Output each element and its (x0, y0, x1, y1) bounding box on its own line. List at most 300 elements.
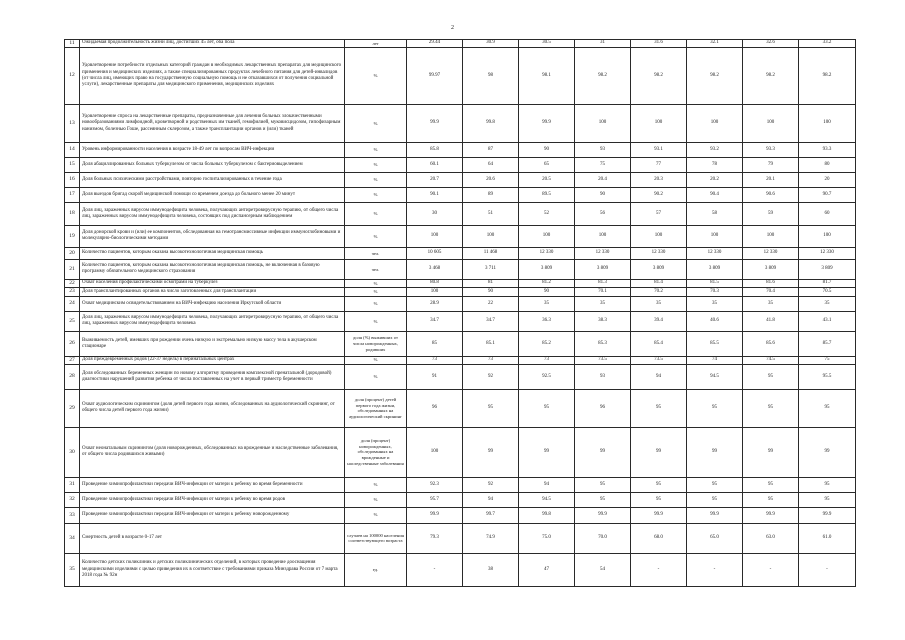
value-cell: 73.5 (575, 356, 631, 364)
value-cell: 29.44 (407, 40, 463, 48)
value-cell: 98.2 (631, 47, 687, 104)
value-cell: 100 (799, 225, 856, 247)
value-cell: 59 (743, 202, 799, 225)
value-cell: 100 (687, 104, 743, 142)
value-cell: 95 (799, 492, 856, 507)
value-cell: 95.5 (799, 364, 856, 389)
value-cell: 95 (687, 477, 743, 492)
value-cell: 96 (575, 389, 631, 427)
value-cell: 70.4 (743, 287, 799, 296)
indicator-description: Количество пациентов, которым оказана высокотехнологичная медицинская помощь (80, 247, 345, 259)
row-number: 29 (65, 389, 80, 427)
unit-cell: % (345, 225, 407, 247)
unit-cell: % (345, 279, 407, 287)
value-cell: - (743, 553, 799, 586)
value-cell: 87 (463, 142, 519, 157)
table-row (65, 356, 856, 364)
value-cell: - (631, 553, 687, 586)
unit-cell: чел. (345, 259, 407, 279)
value-cell: 98.2 (575, 47, 631, 104)
value-cell: 20.3 (631, 172, 687, 187)
row-number: 22 (65, 279, 80, 287)
value-cell: 95 (687, 389, 743, 427)
value-cell: 75.0 (519, 523, 575, 553)
value-cell: 100 (463, 225, 519, 247)
value-cell: 100 (687, 225, 743, 247)
value-cell: 100 (575, 104, 631, 142)
table-row (65, 553, 856, 586)
value-cell: 68.0 (631, 523, 687, 553)
value-cell: 22 (463, 296, 519, 311)
value-cell: 100 (407, 287, 463, 296)
value-cell: 58 (687, 202, 743, 225)
value-cell: 63.0 (743, 523, 799, 553)
indicator-description: Охват аудиологическим скринингом (доля детей первого года жизни, обследованных на аудиологический скрининг, от общего числа детей первого года жизни) (80, 389, 345, 427)
value-cell: 3 809 (743, 259, 799, 279)
value-cell: 95 (631, 492, 687, 507)
value-cell: 81.3 (575, 279, 631, 287)
value-cell: 3 809 (631, 259, 687, 279)
indicator-description: Доля трансплантированных органов на число заготовленных для трансплантации (80, 287, 345, 296)
row-number: 11 (65, 40, 80, 48)
value-cell: 99.9 (575, 507, 631, 523)
row-number: 25 (65, 311, 80, 331)
value-cell: 81.4 (631, 279, 687, 287)
value-cell: 12 330 (575, 247, 631, 259)
unit-cell: случаев на 100000 населения соответствующего возраста (345, 523, 407, 553)
value-cell: 3 809 (519, 259, 575, 279)
value-cell: 95 (575, 492, 631, 507)
value-cell: 34.7 (463, 311, 519, 331)
page-number: 2 (451, 25, 454, 31)
value-cell: 81.7 (799, 279, 856, 287)
value-cell: 90 (519, 142, 575, 157)
value-cell: 95 (743, 492, 799, 507)
value-cell: - (799, 553, 856, 586)
row-number: 16 (65, 172, 80, 187)
value-cell: 90 (463, 287, 519, 296)
value-cell: 74 (687, 356, 743, 364)
value-cell: 34.7 (407, 311, 463, 331)
value-cell: 30.9 (463, 40, 519, 48)
value-cell: 78 (687, 157, 743, 172)
value-cell: 31 (575, 40, 631, 48)
value-cell: 35 (519, 296, 575, 311)
row-number: 19 (65, 225, 80, 247)
value-cell: 99 (519, 427, 575, 477)
value-cell: 47 (519, 553, 575, 586)
unit-cell: % (345, 287, 407, 296)
value-cell: 20.5 (519, 172, 575, 187)
value-cell: 85.4 (631, 331, 687, 356)
indicator-description: Охват неонатальным скринингом (доля новорожденных, обследованных на врожденные и наследственные заболевания, от общего числа родившихся живыми) (80, 427, 345, 477)
value-cell: 79.3 (407, 523, 463, 553)
value-cell: 35 (743, 296, 799, 311)
value-cell: 81 (463, 279, 519, 287)
table-row (65, 247, 856, 259)
value-cell: 93.3 (799, 142, 856, 157)
value-cell: 99 (463, 427, 519, 477)
value-cell: 56 (575, 202, 631, 225)
value-cell: 65 (519, 157, 575, 172)
row-number: 32 (65, 492, 80, 507)
value-cell: 93.1 (631, 142, 687, 157)
indicator-description: Доля лиц, зараженных вирусом иммунодефицита человека, получающих антиретровирусную терапию, от общего числа лиц, зараженных вирусом иммунодефицита человека, состоящих под диспансерным наблюдением (80, 202, 345, 225)
value-cell: 20.1 (743, 172, 799, 187)
value-cell: 38 (463, 553, 519, 586)
value-cell: 99.8 (463, 104, 519, 142)
value-cell: 98 (463, 47, 519, 104)
value-cell: 94 (463, 492, 519, 507)
value-cell: 12 330 (687, 247, 743, 259)
unit-cell: % (345, 172, 407, 187)
indicator-description: Проведение химиопрофилактики передачи ВИЧ-инфекции от матери к ребенку новорожденному (80, 507, 345, 523)
value-cell: 70.2 (631, 287, 687, 296)
value-cell: 73 (407, 356, 463, 364)
value-cell: 99.9 (743, 507, 799, 523)
value-cell: 95 (799, 389, 856, 427)
value-cell: 40.6 (687, 311, 743, 331)
value-cell: 11 468 (463, 247, 519, 259)
value-cell: 65.0 (687, 523, 743, 553)
value-cell: 100 (743, 225, 799, 247)
value-cell: 95 (631, 389, 687, 427)
value-cell: 85.1 (463, 331, 519, 356)
row-number: 15 (65, 157, 80, 172)
value-cell: - (687, 553, 743, 586)
value-cell: 30.5 (519, 40, 575, 48)
value-cell: 100 (519, 225, 575, 247)
indicator-description: Доля донорской крови и (или) ее компонентов, обследованная на гемотрансмиссивные инфекции иммуноглобиновыми и молекулярно-биологическими методами (80, 225, 345, 247)
value-cell: 60.1 (407, 157, 463, 172)
value-cell: 95 (799, 477, 856, 492)
value-cell: 99.9 (799, 507, 856, 523)
indicator-description: Смертность детей в возрасте 0-17 лет (80, 523, 345, 553)
table-row (65, 104, 856, 142)
value-cell: 12 330 (799, 247, 856, 259)
value-cell: 95 (743, 477, 799, 492)
value-cell: 12 330 (519, 247, 575, 259)
value-cell: 89 (463, 187, 519, 202)
value-cell: 100 (799, 104, 856, 142)
unit-cell: % (345, 104, 407, 142)
value-cell: 70.3 (687, 287, 743, 296)
value-cell: 70.1 (575, 287, 631, 296)
value-cell: 99 (575, 427, 631, 477)
value-cell: 31.6 (631, 40, 687, 48)
table-row (65, 47, 856, 104)
unit-cell: % (345, 187, 407, 202)
value-cell: 98.2 (687, 47, 743, 104)
value-cell: 90.2 (631, 187, 687, 202)
value-cell: 70.0 (575, 523, 631, 553)
value-cell: 100 (631, 104, 687, 142)
indicator-description: Доля абациллированных больных туберкулезом от числа больных туберкулезом с бактериовыделением (80, 157, 345, 172)
unit-cell: % (345, 157, 407, 172)
value-cell: 92.5 (519, 364, 575, 389)
value-cell: 20.7 (407, 172, 463, 187)
value-cell: 61.0 (799, 523, 856, 553)
indicators-table (64, 39, 856, 587)
value-cell: 81.6 (743, 279, 799, 287)
indicator-description: Доля лиц, зараженных вирусом иммунодефицита человека, получающих антиретровирусную терапию, от общего числа лиц, зараженных вирусом иммунодефицита человека (80, 311, 345, 331)
value-cell: 77 (631, 157, 687, 172)
value-cell: 95 (687, 492, 743, 507)
value-cell: 35 (575, 296, 631, 311)
indicator-description: Охват медицинским освидетельствованием на ВИЧ-инфекцию населения Иркутской области (80, 296, 345, 311)
row-number: 28 (65, 364, 80, 389)
row-number: 30 (65, 427, 80, 477)
row-number: 26 (65, 331, 80, 356)
value-cell: 85.2 (519, 331, 575, 356)
value-cell: 100 (631, 225, 687, 247)
row-number: 35 (65, 553, 80, 586)
value-cell: 10 605 (407, 247, 463, 259)
table-row (65, 40, 856, 48)
value-cell: 20.6 (463, 172, 519, 187)
table-row (65, 259, 856, 279)
value-cell: 60 (799, 202, 856, 225)
value-cell: 70.5 (799, 287, 856, 296)
value-cell: 94 (519, 477, 575, 492)
value-cell: 98.2 (799, 47, 856, 104)
value-cell: 94.5 (519, 492, 575, 507)
value-cell: 95.7 (407, 492, 463, 507)
table-row (65, 142, 856, 157)
value-cell: 85 (407, 331, 463, 356)
unit-cell: % (345, 142, 407, 157)
value-cell: 41.8 (743, 311, 799, 331)
indicator-description: Ожидаемая продолжительность жизни лиц, достигших 45 лет, оба пола (80, 40, 345, 48)
value-cell: 90.7 (799, 187, 856, 202)
table-row (65, 331, 856, 356)
indicator-description: Доля обследованных беременных женщин по новому алгоритму проведения комплексной пренатальной (дородовой) диагностики нарушений развития ребенка от числа поставленных на учет в первый триместр беременности (80, 364, 345, 389)
unit-cell: доля (процент) новорожденных, обследованных на врожденные и наследственные заболевания (345, 427, 407, 477)
unit-cell: % (345, 311, 407, 331)
value-cell: 90.1 (407, 187, 463, 202)
table-row (65, 296, 856, 311)
value-cell: 3 809 (575, 259, 631, 279)
value-cell: 99.9 (407, 507, 463, 523)
value-cell: 100 (575, 225, 631, 247)
value-cell: 99.7 (463, 507, 519, 523)
value-cell: 100 (407, 225, 463, 247)
row-number: 12 (65, 47, 80, 104)
value-cell: 91 (407, 364, 463, 389)
table-row (65, 202, 856, 225)
value-cell: 35 (631, 296, 687, 311)
value-cell: 95 (463, 389, 519, 427)
value-cell: 99 (743, 427, 799, 477)
row-number: 34 (65, 523, 80, 553)
table-row (65, 157, 856, 172)
unit-cell: доля (%) выживших от числа новорожденных, родивших (345, 331, 407, 356)
value-cell: 85.8 (407, 142, 463, 157)
value-cell: 28.9 (407, 296, 463, 311)
value-cell: 52 (519, 202, 575, 225)
value-cell: 75 (575, 157, 631, 172)
unit-cell: доля (процент) детей первого года жизни, обследованных на аудиологический скрининг (345, 389, 407, 427)
value-cell: 99 (631, 427, 687, 477)
value-cell: 75 (799, 356, 856, 364)
value-cell: 79 (743, 157, 799, 172)
indicator-description: Уровень информированности населения в возрасте 18-49 лет по вопросам ВИЧ-инфекции (80, 142, 345, 157)
indicator-description: Количество пациентов, которым оказана высокотехнологичная медицинская помощь, не включенная в базовую программу обязательного медицинского страхования (80, 259, 345, 279)
unit-cell: лет (345, 40, 407, 48)
indicator-description: Проведение химиопрофилактики передачи ВИЧ-инфекции от матери к ребенку во время беременности (80, 477, 345, 492)
value-cell: 43.1 (799, 311, 856, 331)
value-cell: 99.9 (407, 104, 463, 142)
value-cell: 93.2 (687, 142, 743, 157)
value-cell: 92 (463, 477, 519, 492)
table-row (65, 523, 856, 553)
row-number: 18 (65, 202, 80, 225)
unit-cell: % (345, 356, 407, 364)
table-row (65, 364, 856, 389)
value-cell: 3 809 (687, 259, 743, 279)
value-cell: 30 (407, 202, 463, 225)
value-cell: 99.9 (631, 507, 687, 523)
value-cell: 12 330 (631, 247, 687, 259)
value-cell: 94.5 (687, 364, 743, 389)
value-cell: 94 (631, 364, 687, 389)
value-cell: 85.5 (687, 331, 743, 356)
value-cell: 3 711 (463, 259, 519, 279)
indicator-description: Удовлетворение спроса на лекарственные препараты, предназначенные для лечения больных злокачественными новообразованиями лимфоидной, кроветворной и родственных им тканей, гемофилией, муковисцидозом, гипофизарным нанизмом, болезнью Гоше, рассеянным склерозом, а также трансплантации органов и (или) тканей (80, 104, 345, 142)
value-cell: 85.7 (799, 331, 856, 356)
value-cell: 90 (519, 287, 575, 296)
value-cell: 12 330 (743, 247, 799, 259)
value-cell: 80.8 (407, 279, 463, 287)
row-number: 31 (65, 477, 80, 492)
value-cell: 32.1 (687, 40, 743, 48)
value-cell: 95 (519, 389, 575, 427)
value-cell: 80 (799, 157, 856, 172)
value-cell: 100 (407, 427, 463, 477)
table-row (65, 477, 856, 492)
row-number: 21 (65, 259, 80, 279)
value-cell: 95 (743, 389, 799, 427)
value-cell: 96 (407, 389, 463, 427)
value-cell: 90.6 (743, 187, 799, 202)
value-cell: 92.3 (407, 477, 463, 492)
unit-cell: ед. (345, 553, 407, 586)
unit-cell: % (345, 492, 407, 507)
table-row (65, 311, 856, 331)
row-number: 17 (65, 187, 80, 202)
indicator-description: Проведение химиопрофилактики передачи ВИЧ-инфекции от матери к ребенку во время родов (80, 492, 345, 507)
table-row (65, 187, 856, 202)
unit-cell: чел. (345, 247, 407, 259)
value-cell: 89.5 (519, 187, 575, 202)
unit-cell: % (345, 202, 407, 225)
value-cell: 74.5 (743, 356, 799, 364)
value-cell: 90.4 (687, 187, 743, 202)
table-row (65, 287, 856, 296)
value-cell: 74.9 (463, 523, 519, 553)
value-cell: 99.8 (519, 507, 575, 523)
row-number: 23 (65, 287, 80, 296)
row-number: 24 (65, 296, 80, 311)
value-cell: 35 (687, 296, 743, 311)
value-cell: 20 (799, 172, 856, 187)
indicator-description: Удовлетворение потребности отдельных категорий граждан в необходимых лекарственных препаратах для медицинского применения и медицинских изделиях, а также специализированных продуктах лечебного питания для детей-инвалидов (от числа лиц, имеющих право на государственную социальную помощь и не отказавшихся от получения социальной услуги), лекарственные препараты для медицинского применения, медицинских изделиях (80, 47, 345, 104)
value-cell: 39.4 (631, 311, 687, 331)
table-row (65, 172, 856, 187)
indicator-description: Охват населения профилактическими осмотрами на туберкулез (80, 279, 345, 287)
value-cell: 99.9 (519, 104, 575, 142)
table-row (65, 427, 856, 477)
row-number: 27 (65, 356, 80, 364)
value-cell: - (407, 553, 463, 586)
value-cell: 81.5 (687, 279, 743, 287)
row-number: 13 (65, 104, 80, 142)
indicator-description: Доля выездов бригад скорой медицинской помощи со временем доезда до больного менее 20 минут (80, 187, 345, 202)
row-number: 14 (65, 142, 80, 157)
value-cell: 99 (687, 427, 743, 477)
value-cell: 3 809 (799, 259, 856, 279)
value-cell: 90 (575, 187, 631, 202)
value-cell: 57 (631, 202, 687, 225)
value-cell: 98.2 (743, 47, 799, 104)
value-cell: 38.3 (575, 311, 631, 331)
value-cell: 73.5 (631, 356, 687, 364)
value-cell: 20.2 (687, 172, 743, 187)
value-cell: 64 (463, 157, 519, 172)
value-cell: 73 (463, 356, 519, 364)
unit-cell: % (345, 364, 407, 389)
table-row (65, 492, 856, 507)
value-cell: 36.3 (519, 311, 575, 331)
unit-cell: % (345, 477, 407, 492)
value-cell: 3 468 (407, 259, 463, 279)
indicator-description: Выживаемость детей, имевших при рождении очень низкую и экстремально низкую массу тела в акушерском стационаре (80, 331, 345, 356)
indicator-description: Доля больных психическими расстройствами, повторно госпитализированных в течение года (80, 172, 345, 187)
value-cell: 93 (575, 142, 631, 157)
value-cell: 99 (799, 427, 856, 477)
table-row (65, 389, 856, 427)
value-cell: 95 (631, 477, 687, 492)
unit-cell: % (345, 47, 407, 104)
value-cell: 95 (575, 477, 631, 492)
unit-cell: % (345, 296, 407, 311)
value-cell: 20.4 (575, 172, 631, 187)
unit-cell: % (345, 507, 407, 523)
value-cell: 85.6 (743, 331, 799, 356)
value-cell: 73 (519, 356, 575, 364)
value-cell: 51 (463, 202, 519, 225)
value-cell: 54 (575, 553, 631, 586)
value-cell: 93 (575, 364, 631, 389)
value-cell: 99.97 (407, 47, 463, 104)
value-cell: 32.6 (743, 40, 799, 48)
indicator-description: Доля преждевременных родов (22-37 недель) в перинатальных центрах (80, 356, 345, 364)
value-cell: 81.2 (519, 279, 575, 287)
value-cell: 98.1 (519, 47, 575, 104)
table-row (65, 225, 856, 247)
indicator-description: Количество детских поликлиник и детских поликлинических отделений, в которых проведение дооснащения медицинскими изделиями с целью приведения их в соответствие с требованиями приказа Минздрава России от 7 марта 2018 года № 92н (80, 553, 345, 586)
value-cell: 99.9 (687, 507, 743, 523)
row-number: 20 (65, 247, 80, 259)
value-cell: 85.3 (575, 331, 631, 356)
value-cell: 92 (463, 364, 519, 389)
table-row (65, 279, 856, 287)
value-cell: 93.3 (743, 142, 799, 157)
row-number: 33 (65, 507, 80, 523)
value-cell: 35 (799, 296, 856, 311)
table-row (65, 507, 856, 523)
value-cell: 100 (743, 104, 799, 142)
